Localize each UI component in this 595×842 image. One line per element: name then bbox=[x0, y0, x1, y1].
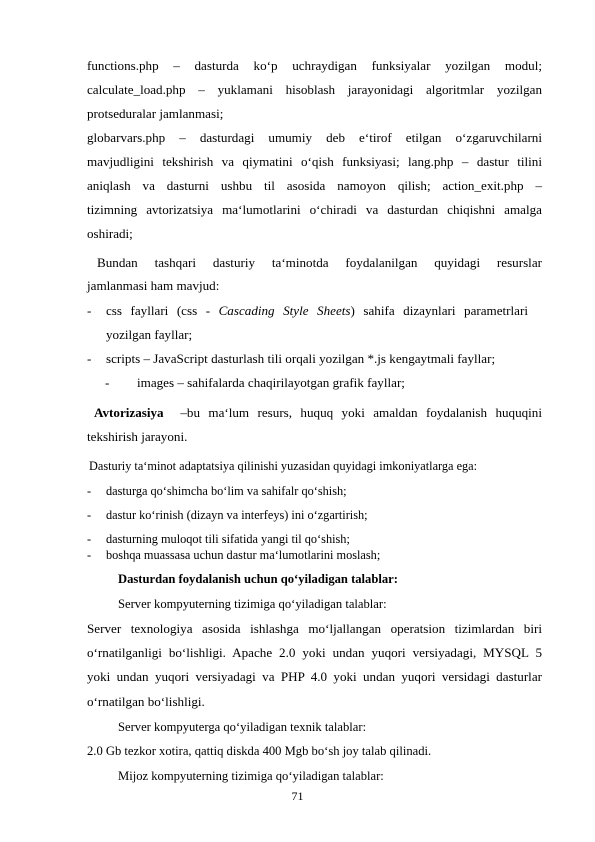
text-line: globarvars.php – dasturdagi umumiy deb e‘tirof etilgan o‘zgaruvchilarni bbox=[87, 130, 542, 145]
text-line: yozilgan fayllar; bbox=[106, 327, 193, 342]
definition-line bbox=[94, 405, 542, 421]
page-number: 71 bbox=[291, 789, 304, 803]
text-line: Dasturiy ta‘minot adaptatsiya qilinishi yuzasidan quyidagi imkoniyatlarga ega: bbox=[89, 459, 478, 473]
text-line: 2.0 Gb tezkor xotira, qattiq diskda 400 Mgb bo‘sh joy talab qilinadi. bbox=[87, 744, 432, 758]
text-line: Bundan tashqari dasturiy ta‘minotda foydalanilgan quyidagi resurslar bbox=[97, 255, 542, 270]
list-dash: - bbox=[87, 484, 92, 498]
text-line: o‘rnatilgan bo‘lishligi. bbox=[87, 694, 205, 709]
list-item: dasturning muloqot tili sifatida yangi til qo‘shish; bbox=[106, 532, 350, 546]
subsection-heading: Server kompyuterning tizimiga qo‘yiladigan talablar: bbox=[118, 597, 387, 611]
list-dash: - bbox=[87, 351, 92, 366]
list-dash: - bbox=[87, 548, 92, 562]
list-dash: - bbox=[87, 508, 92, 522]
text-line: oshiradi; bbox=[87, 226, 133, 241]
text-line: aniqlash va dasturni ushbu til asosida namoyon qilish; action_exit.php – bbox=[87, 178, 542, 193]
text-run: –bu ma‘lum resurs, huquq yoki amaldan foydalanish huquqini bbox=[180, 405, 542, 420]
bold-term: Avtorizasiya bbox=[94, 405, 164, 420]
subsection-heading: Mijoz kompyuterning tizimiga qo‘yiladigan talablar: bbox=[118, 769, 384, 783]
text-line: protseduralar jamlanmasi; bbox=[87, 106, 224, 121]
list-item-scripts: scripts – JavaScript dasturlash tili orqali yozilgan *.js kengaytmali fayllar; bbox=[106, 351, 496, 366]
section-heading: Dasturdan foydalanish uchun qo‘yiladigan talablar: bbox=[118, 572, 398, 586]
list-dash: - bbox=[87, 303, 92, 318]
subsection-heading: Server kompyuterga qo‘yiladigan texnik talablar: bbox=[118, 720, 367, 734]
text-line: yoki undan yuqori versiyadagi va PHP 4.0 yoki undan yuqori versidagi dasturlar bbox=[87, 669, 542, 684]
list-item: boshqa muassasa uchun dastur ma‘lumotlarini moslash; bbox=[106, 548, 381, 562]
list-item-images: images – sahifalarda chaqirilayotgan grafik fayllar; bbox=[137, 375, 405, 390]
text-run: ) sahifa dizaynlari parametrlari bbox=[350, 303, 528, 318]
text-line: jamlanmasi ham mavjud: bbox=[87, 278, 220, 293]
text-line: calculate_load.php – yuklamani hisoblash jarayonidagi algoritmlar yozilgan bbox=[87, 82, 542, 97]
text-line: tizimning avtorizatsiya ma‘lumotlarini o‘chiradi va dasturdan chiqishni amalga bbox=[87, 202, 542, 217]
list-dash: - bbox=[105, 375, 110, 390]
text-run: css fayllari (css - bbox=[106, 303, 219, 318]
text-line: o‘rnatilganligi bo‘lishligi. Apache 2.0 yoki undan yuqori versiyadagi, MYSQL 5 bbox=[87, 645, 542, 660]
list-dash: - bbox=[87, 532, 92, 546]
text-line: mavjudligini tekshirish va qiymatini o‘qish funksiyasi; lang.php – dastur tilini bbox=[87, 154, 542, 169]
list-item: dasturga qo‘shimcha bo‘lim va sahifalr qo‘shish; bbox=[106, 484, 347, 498]
text-line: functions.php – dasturda ko‘p uchraydigan funksiyalar yozilgan modul; bbox=[87, 58, 542, 73]
text-line: Server texnologiya asosida ishlashga mo‘ljallangan operatsion tizimlardan biri bbox=[87, 621, 542, 636]
text-line: tekshirish jarayoni. bbox=[87, 429, 188, 444]
list-item: dastur ko‘rinish (dizayn va interfeys) ini o‘zgartirish; bbox=[106, 508, 368, 522]
list-item-css bbox=[106, 303, 528, 319]
italic-term: Cascading Style Sheets bbox=[218, 303, 351, 318]
